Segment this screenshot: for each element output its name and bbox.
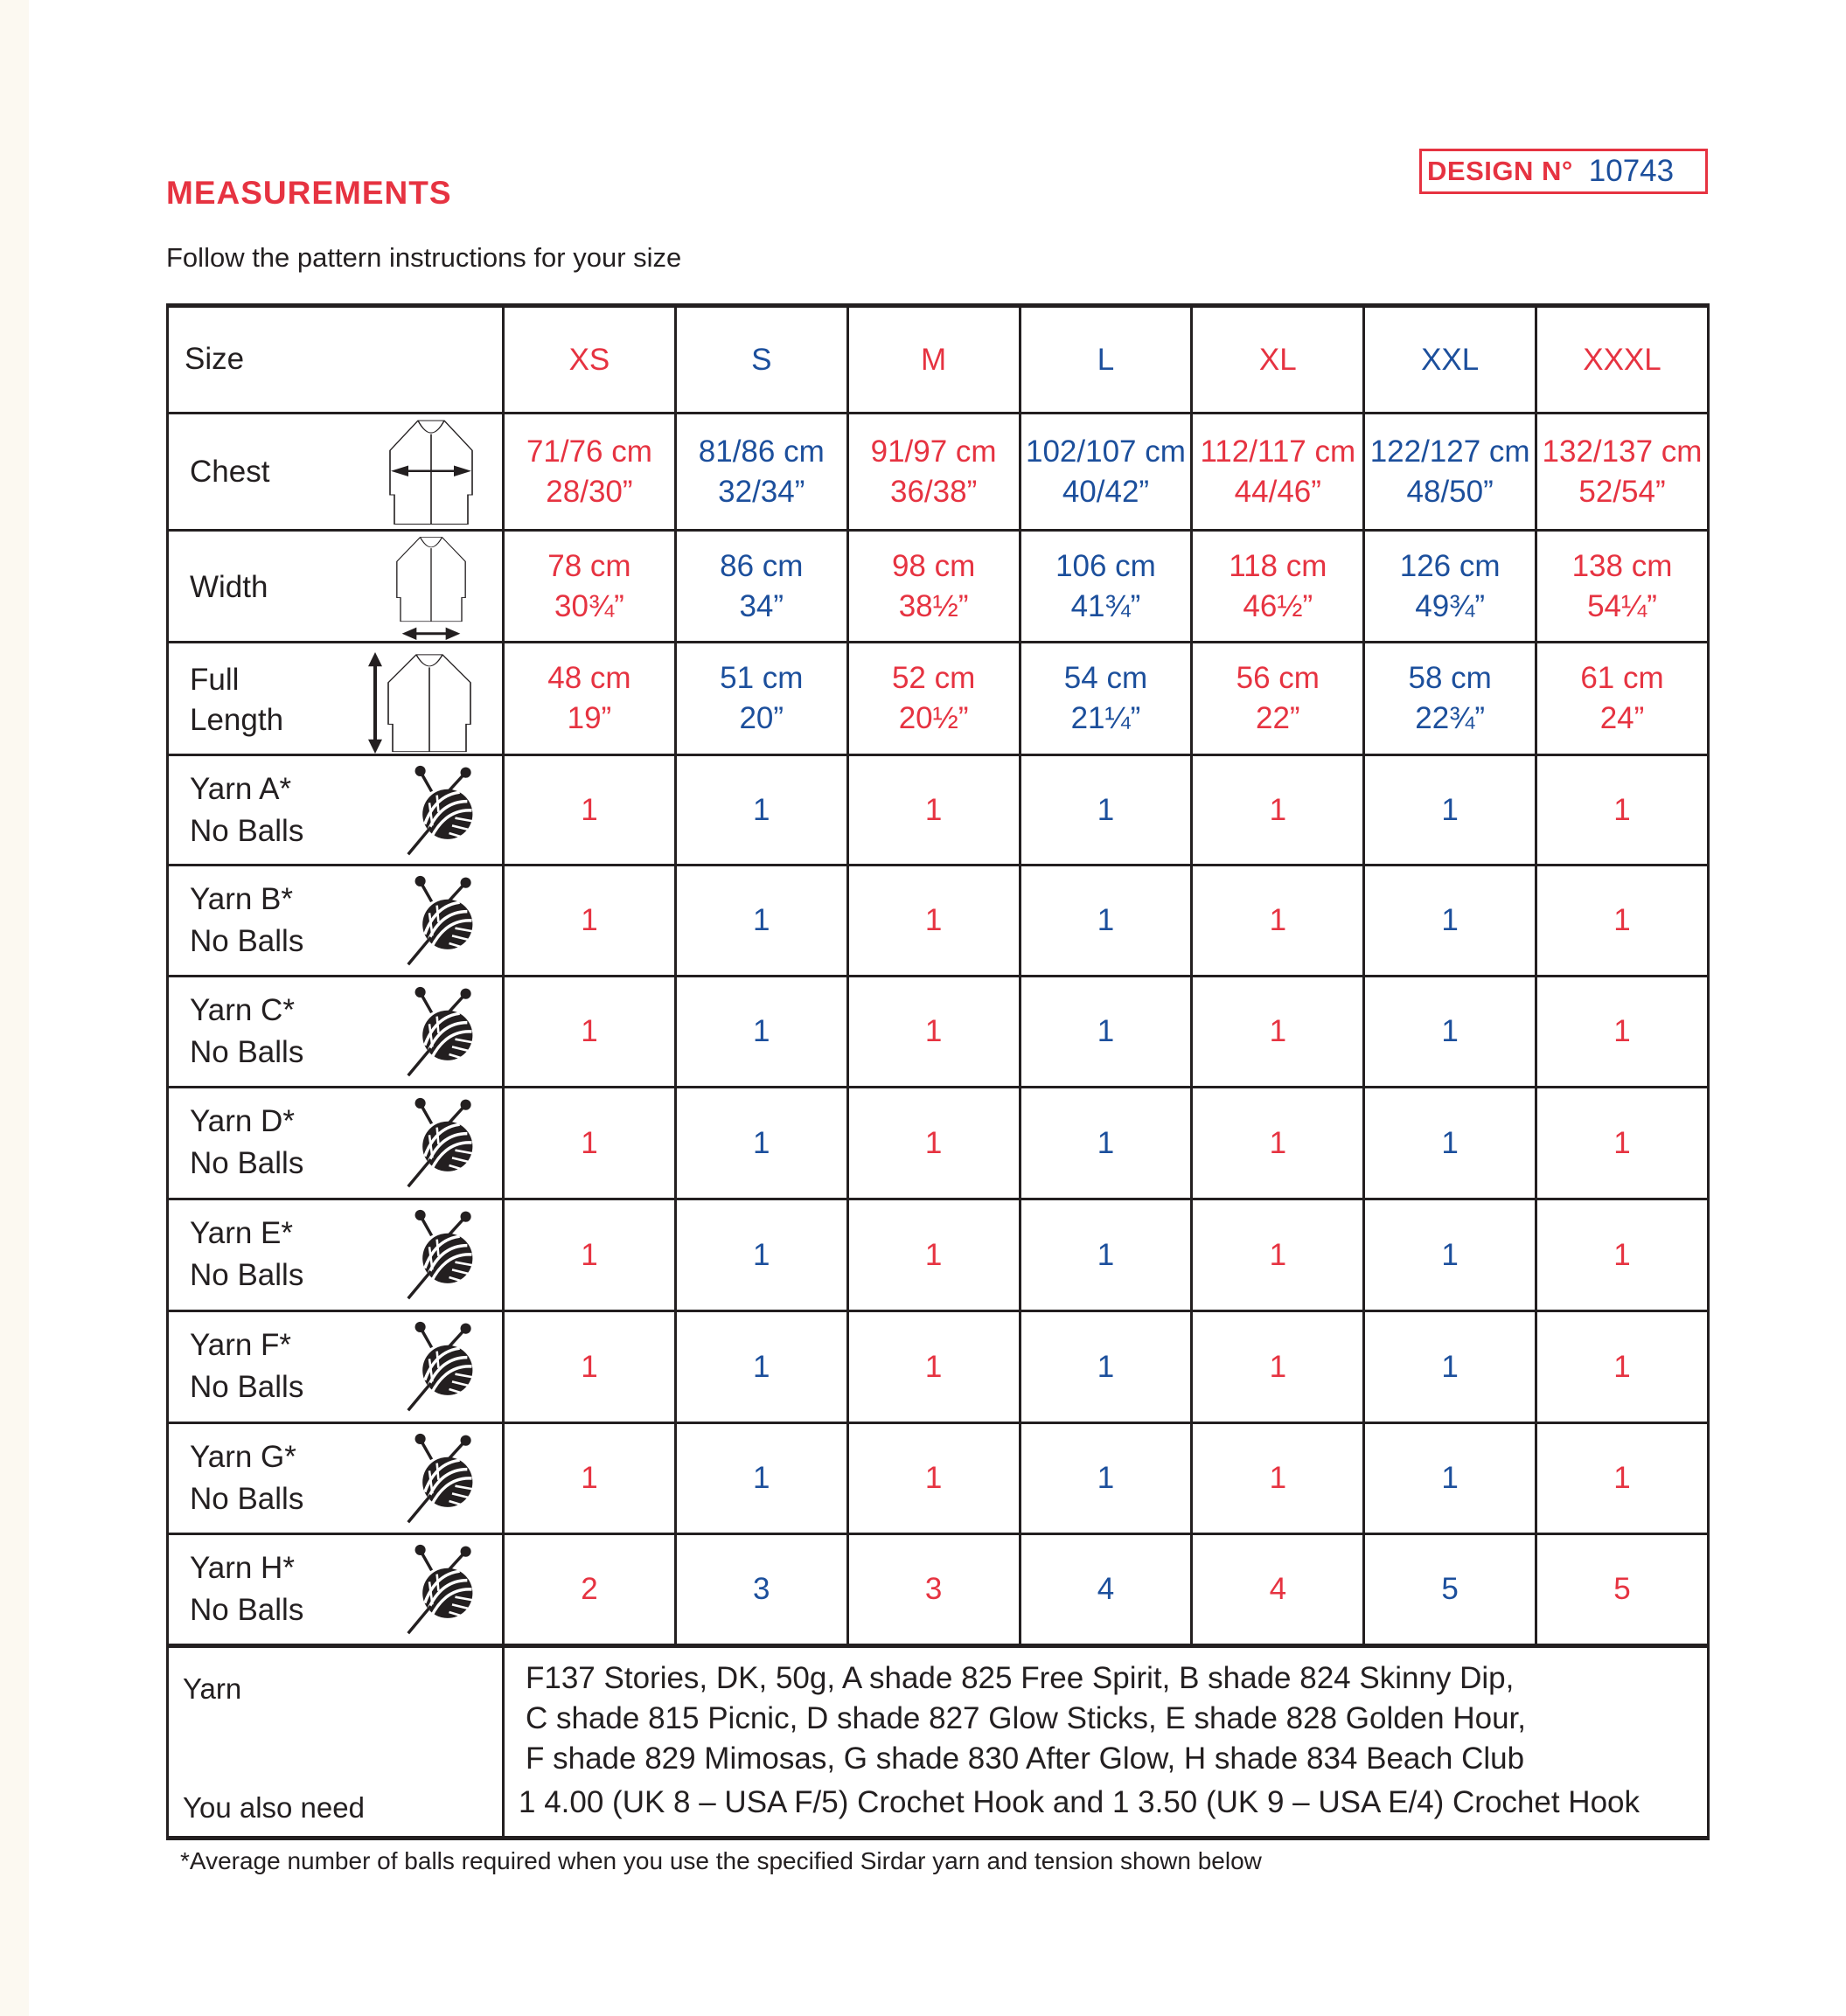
yarn-count-cell: 1 (504, 977, 676, 1088)
full-length-cell: 51 cm 20” (675, 643, 847, 755)
page-margin-strip (0, 0, 29, 2016)
width-cell: 138 cm 54¼” (1536, 531, 1709, 643)
width-label: Width (190, 570, 268, 604)
yarn-ball-icon (401, 1209, 480, 1300)
yarn-c-row (168, 977, 1709, 1088)
width-cell: 118 cm 46½” (1192, 531, 1364, 643)
yarn-count-cell: 1 (847, 755, 1020, 865)
full-length-label-cell (168, 643, 504, 755)
yarn-count-cell: 1 (504, 1423, 676, 1534)
yarn-count-cell: 1 (1020, 1088, 1192, 1199)
yarn-label-cell (168, 1088, 504, 1199)
yarn-label-cell (168, 865, 504, 977)
yarn-count-cell: 1 (1364, 1199, 1536, 1311)
yarn-count-cell: 1 (1536, 1088, 1709, 1199)
yarn-count-cell: 1 (1364, 977, 1536, 1088)
yarn-count-cell: 2 (504, 1534, 676, 1646)
chest-cell: 132/137 cm 52/54” (1536, 414, 1709, 531)
yarn-label-cell (168, 755, 504, 865)
yarn-sub-label: No Balls (190, 1258, 304, 1292)
yarn-sub-label: No Balls (190, 1146, 304, 1180)
yarn-sub-label: No Balls (190, 1035, 304, 1069)
yarn-label: Yarn E* (190, 1216, 294, 1250)
yarn-count-cell: 1 (1536, 755, 1709, 865)
yarn-label: Yarn C* (190, 993, 295, 1027)
width-cell: 86 cm 34” (675, 531, 847, 643)
yarn-count-cell: 1 (675, 1311, 847, 1423)
yarn-info-text-cell (504, 1646, 1709, 1839)
yarn-info-line: F shade 829 Mimosas, G shade 830 After Glow, H shade 834 Beach Club (526, 1741, 1525, 1776)
full-length-cell: 54 cm 21¼” (1020, 643, 1192, 755)
full-length-label-line2: Length (190, 703, 284, 737)
yarn-count-cell: 1 (1536, 865, 1709, 977)
yarn-ball-icon (401, 1321, 480, 1412)
yarn-count-cell: 1 (1192, 1423, 1364, 1534)
yarn-count-cell: 3 (675, 1534, 847, 1646)
yarn-label-cell (168, 977, 504, 1088)
yarn-label: Yarn F* (190, 1328, 292, 1362)
size-column-header: XXXL (1536, 306, 1709, 414)
yarn-ball-icon (401, 1433, 480, 1524)
size-header-row (168, 306, 1709, 414)
yarn-count-cell: 1 (675, 865, 847, 977)
yarn-count-cell: 1 (504, 1311, 676, 1423)
full-length-cell: 61 cm 24” (1536, 643, 1709, 755)
yarn-count-cell: 1 (1192, 755, 1364, 865)
yarn-count-cell: 1 (847, 865, 1020, 977)
yarn-count-cell: 1 (847, 1088, 1020, 1199)
yarn-count-cell: 5 (1536, 1534, 1709, 1646)
yarn-sub-label: No Balls (190, 814, 304, 848)
yarn-e-row (168, 1199, 1709, 1311)
yarn-label-cell (168, 1311, 504, 1423)
yarn-count-cell: 1 (1364, 1088, 1536, 1199)
yarn-ball-icon (401, 1097, 480, 1188)
chest-label-cell (168, 414, 504, 531)
yarn-info-line: C shade 815 Picnic, D shade 827 Glow Sticks, E shade 828 Golden Hour, (526, 1701, 1526, 1735)
yarn-count-cell: 1 (504, 1199, 676, 1311)
full-length-cell: 48 cm 19” (504, 643, 676, 755)
also-need-label: You also need (183, 1791, 365, 1824)
yarn-count-cell: 4 (1020, 1534, 1192, 1646)
chest-cell: 122/127 cm 48/50” (1364, 414, 1536, 531)
size-header-label-cell (168, 306, 504, 414)
chest-cell: 91/97 cm 36/38” (847, 414, 1020, 531)
size-column-header: M (847, 306, 1020, 414)
chest-row (168, 414, 1709, 531)
yarn-sub-label: No Balls (190, 924, 304, 958)
yarn-info-row (168, 1646, 1709, 1839)
width-row (168, 531, 1709, 643)
width-cell: 106 cm 41¾” (1020, 531, 1192, 643)
yarn-count-cell: 1 (675, 1088, 847, 1199)
yarn-count-cell: 1 (1192, 1088, 1364, 1199)
page-subtitle: Follow the pattern instructions for your size (166, 242, 682, 273)
yarn-label-cell (168, 1423, 504, 1534)
page-title: MEASUREMENTS (166, 175, 452, 211)
yarn-label: Yarn B* (190, 882, 294, 916)
size-column-header: S (675, 306, 847, 414)
yarn-count-cell: 5 (1364, 1534, 1536, 1646)
yarn-g-row (168, 1423, 1709, 1534)
chest-label: Chest (190, 455, 270, 489)
chest-cell: 102/107 cm 40/42” (1020, 414, 1192, 531)
width-cell: 98 cm 38½” (847, 531, 1020, 643)
yarn-count-cell: 1 (675, 1199, 847, 1311)
measurements-table (166, 303, 1710, 1840)
yarn-count-cell: 1 (847, 977, 1020, 1088)
yarn-d-row (168, 1088, 1709, 1199)
yarn-sub-label: No Balls (190, 1370, 304, 1404)
yarn-label: Yarn H* (190, 1551, 295, 1585)
yarn-ball-icon (401, 1544, 480, 1635)
yarn-h-row (168, 1534, 1709, 1646)
yarn-count-cell: 1 (847, 1423, 1020, 1534)
yarn-count-cell: 1 (504, 755, 676, 865)
size-header-label: Size (185, 342, 245, 376)
yarn-count-cell: 1 (1020, 755, 1192, 865)
garment-chest-arrow-icon (389, 418, 473, 526)
chest-cell: 112/117 cm 44/46” (1192, 414, 1364, 531)
garment-length-arrow-icon (368, 652, 473, 754)
yarn-count-cell: 1 (1192, 1199, 1364, 1311)
chest-cell: 81/86 cm 32/34” (675, 414, 847, 531)
yarn-count-cell: 1 (1192, 977, 1364, 1088)
yarn-count-cell: 1 (1536, 1423, 1709, 1534)
yarn-a-row (168, 755, 1709, 865)
width-cell: 126 cm 49¾” (1364, 531, 1536, 643)
yarn-f-row (168, 1311, 1709, 1423)
yarn-label-cell (168, 1534, 504, 1646)
yarn-count-cell: 1 (504, 865, 676, 977)
yarn-count-cell: 1 (675, 977, 847, 1088)
full-length-label-line1: Full (190, 663, 240, 697)
yarn-label: Yarn D* (190, 1104, 295, 1138)
yarn-b-row (168, 865, 1709, 977)
yarn-count-cell: 1 (1536, 1311, 1709, 1423)
also-need-text: 1 4.00 (UK 8 – USA F/5) Crochet Hook and 1 3.50 (UK 9 – USA E/4) Crochet Hook (519, 1785, 1641, 1819)
design-number: 10743 (1588, 154, 1675, 188)
yarn-info-line: F137 Stories, DK, 50g, A shade 825 Free Spirit, B shade 824 Skinny Dip, (526, 1661, 1515, 1695)
yarn-count-cell: 1 (1020, 865, 1192, 977)
yarn-count-cell: 1 (1020, 977, 1192, 1088)
yarn-label-cell (168, 1199, 504, 1311)
yarn-count-cell: 1 (847, 1311, 1020, 1423)
width-label-cell (168, 531, 504, 643)
yarn-count-cell: 1 (1364, 1311, 1536, 1423)
yarn-ball-icon (401, 875, 480, 966)
yarn-count-cell: 1 (1364, 755, 1536, 865)
yarn-count-cell: 1 (1020, 1423, 1192, 1534)
yarn-count-cell: 1 (1192, 1311, 1364, 1423)
yarn-count-cell: 1 (675, 755, 847, 865)
yarn-count-cell: 1 (1536, 977, 1709, 1088)
design-number-box (1419, 149, 1708, 194)
size-column-header: L (1020, 306, 1192, 414)
yarn-count-cell: 1 (1364, 1423, 1536, 1534)
footnote: *Average number of balls required when you use the specified Sirdar yarn and tension shown below (180, 1847, 1262, 1874)
size-column-header: XL (1192, 306, 1364, 414)
garment-width-arrow-icon (396, 535, 466, 640)
yarn-label: Yarn G* (190, 1440, 296, 1474)
width-cell: 78 cm 30¾” (504, 531, 676, 643)
yarn-label: Yarn A* (190, 772, 292, 806)
yarn-count-cell: 1 (1020, 1311, 1192, 1423)
yarn-count-cell: 1 (847, 1199, 1020, 1311)
yarn-info-label-cell (168, 1646, 504, 1839)
yarn-count-cell: 3 (847, 1534, 1020, 1646)
full-length-cell: 56 cm 22” (1192, 643, 1364, 755)
yarn-ball-icon (401, 986, 480, 1077)
size-column-header: XS (504, 306, 676, 414)
yarn-count-cell: 1 (1536, 1199, 1709, 1311)
yarn-count-cell: 4 (1192, 1534, 1364, 1646)
design-label: DESIGN N° (1427, 156, 1573, 186)
yarn-count-cell: 1 (504, 1088, 676, 1199)
yarn-info-label: Yarn (183, 1672, 242, 1705)
size-column-header: XXL (1364, 306, 1536, 414)
yarn-ball-icon (401, 765, 480, 856)
full-length-cell: 58 cm 22¾” (1364, 643, 1536, 755)
yarn-count-cell: 1 (1192, 865, 1364, 977)
yarn-sub-label: No Balls (190, 1593, 304, 1627)
yarn-count-cell: 1 (675, 1423, 847, 1534)
yarn-sub-label: No Balls (190, 1482, 304, 1516)
chest-cell: 71/76 cm 28/30” (504, 414, 676, 531)
full-length-row (168, 643, 1709, 755)
yarn-count-cell: 1 (1020, 1199, 1192, 1311)
yarn-count-cell: 1 (1364, 865, 1536, 977)
full-length-cell: 52 cm 20½” (847, 643, 1020, 755)
